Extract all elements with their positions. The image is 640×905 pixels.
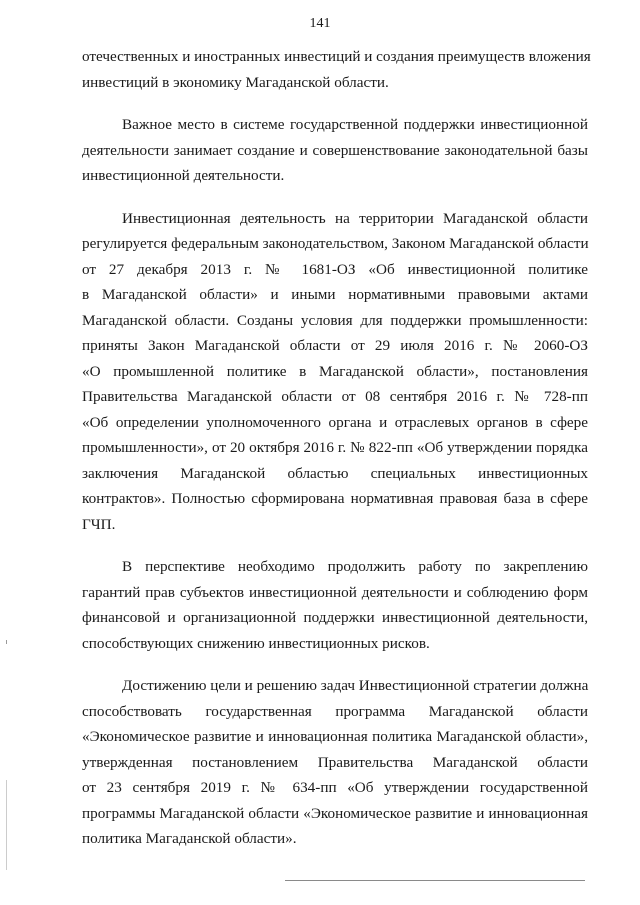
document-body [82, 44, 591, 852]
paragraph [82, 673, 588, 852]
text-line: Достижению цели и решению задач Инвестиционной стратегии должна [122, 677, 589, 694]
text-line: В перспективе необходимо продолжить работу по закреплению [122, 558, 588, 575]
text-line: заключения Магаданской областью специальных инвестиционных [82, 464, 588, 482]
text-line: отечественных и иностранных инвестиций и создания преимуществ вложения [82, 48, 591, 65]
text-line: ГЧП. [82, 515, 116, 533]
text-line: Магаданской области. Созданы условия для поддержки промышленности: [82, 311, 588, 329]
text-line: «О промышленной политике в Магаданской области», постановления [82, 362, 588, 380]
page-number: 141 [309, 16, 331, 31]
text-line: финансовой и организационной поддержки инвестиционной деятельности, [82, 609, 588, 626]
text-line: «Экономическое развитие и инновационная политика Магаданской области», [82, 728, 588, 745]
paragraph [82, 44, 591, 95]
text-line: от 27 декабря 2013 г. № 1681-ОЗ «Об инвестиционной политике [82, 260, 588, 278]
text-line: утвержденная постановлением Правительства Магаданской области [82, 753, 588, 771]
text-line: «Об определении уполномоченного органа и отраслевых органов в сфере [82, 413, 588, 431]
text-line: Инвестиционная деятельность на территории Магаданской области [122, 209, 588, 227]
paragraph [82, 554, 588, 656]
text-line: регулируется федеральным законодательством, Законом Магаданской области [82, 235, 589, 252]
text-line: инвестиционной деятельности. [82, 167, 285, 184]
paragraph [82, 206, 588, 538]
scan-margin-edge [6, 780, 7, 870]
text-line: способствующих снижению инвестиционных рисков. [82, 634, 430, 652]
text-line: программы Магаданской области «Экономическое развитие и инновационная [82, 804, 588, 822]
scan-margin-mark [6, 640, 7, 644]
text-line: способствовать государственная программа Магаданской области [82, 702, 588, 720]
text-line: Важное место в системе государственной поддержки инвестиционной [122, 116, 588, 133]
text-line: контрактов». Полностью сформирована нормативная правовая база в сфере [82, 490, 588, 507]
text-line: Правительства Магаданской области от 08 сентября 2016 г. № 728-пп [82, 388, 588, 405]
text-line: деятельности занимает создание и совершенствование законодательной базы [82, 141, 588, 159]
text-line: инвестиций в экономику Магаданской области. [82, 73, 389, 91]
text-line: от 23 сентября 2019 г. № 634-пп «Об утверждении государственной [82, 779, 588, 796]
text-line: приняты Закон Магаданской области от 29 июля 2016 г. № 2060-ОЗ [82, 337, 588, 354]
scan-bottom-edge [285, 880, 585, 881]
paragraph [82, 112, 588, 189]
text-line: в Магаданской области» и иными нормативными правовыми актами [82, 286, 588, 303]
text-line: промышленности», от 20 октября 2016 г. № 822-пп «Об утверждении порядка [82, 439, 588, 456]
text-line: гарантий прав субъектов инвестиционной деятельности и соблюдению форм [82, 583, 588, 601]
text-line: политика Магаданской области». [82, 830, 297, 847]
